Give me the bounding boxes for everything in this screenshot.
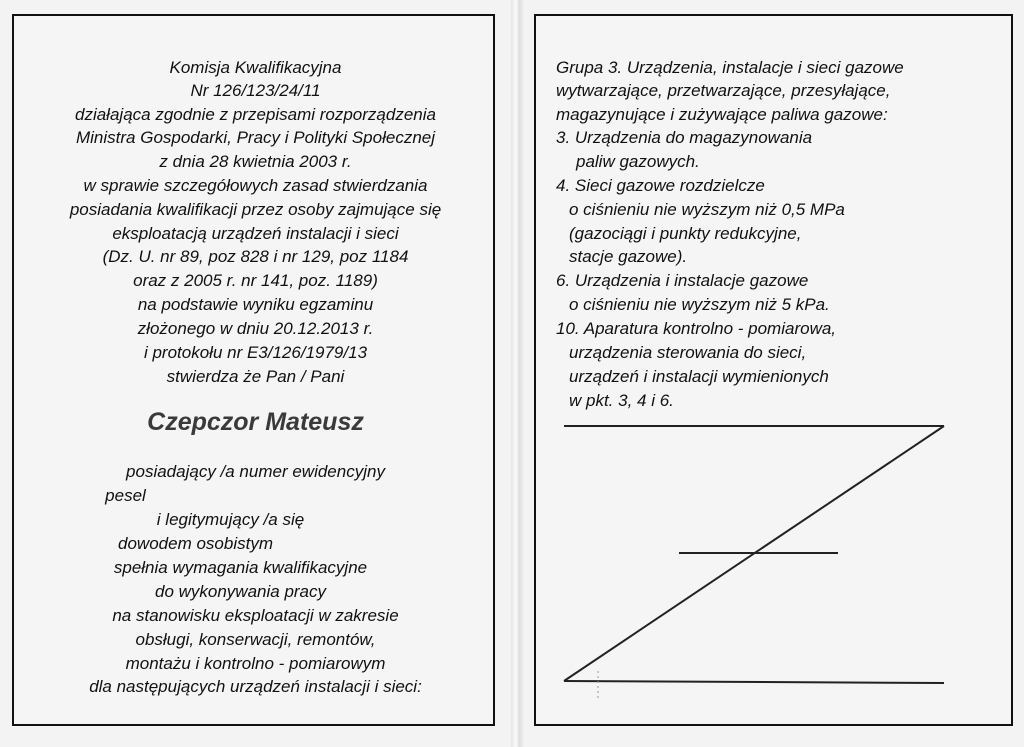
protocol-line: i protokołu nr E3/126/1979/13 [143, 343, 368, 362]
list-item: 10. Aparatura kontrolno - pomiarowa, [556, 319, 837, 338]
exam-date-line: złożonego w dniu 20.12.2013 r. [137, 319, 374, 338]
text-line: na podstawie wyniku egzaminu [137, 295, 374, 314]
text-line: wytwarzające, przetwarzające, przesyłające, [556, 81, 891, 100]
text-line: spełnia wymagania kwalifikacyjne [113, 558, 368, 577]
commission-title: Komisja Kwalifikacyjna [169, 58, 342, 77]
text-line: urządzeń i instalacji wymienionych [569, 367, 829, 386]
group-heading: Grupa 3. Urządzenia, instalacje i sieci gazowe [556, 58, 904, 77]
text-line: posiadania kwalifikacji przez osoby zajmujące się [69, 200, 442, 219]
text-line: o ciśnieniu nie wyższym niż 5 kPa. [569, 295, 830, 314]
list-item: 3. Urządzenia do magazynowania [556, 128, 813, 147]
text-line: montażu i kontrolno - pomiarowym [125, 654, 386, 673]
text-line: i legitymujący /a się [156, 510, 305, 529]
pesel-label: pesel [105, 486, 146, 505]
text-line: o ciśnieniu nie wyższym niż 0,5 MPa [569, 200, 845, 219]
text-line: stwierdza że Pan / Pani [166, 367, 345, 386]
text-line: dowodem osobistym [118, 534, 273, 553]
list-item: 4. Sieci gazowe rozdzielcze [556, 176, 765, 195]
text-line: Ministra Gospodarki, Pracy i Polityki Społecznej [75, 128, 436, 147]
commission-number: Nr 126/123/24/11 [190, 81, 321, 100]
text-line: (gazociągi i punkty redukcyjne, [569, 224, 802, 243]
text-line: stacje gazowe). [569, 247, 688, 266]
holder-name: Czepczor Mateusz [147, 408, 364, 436]
text-line: urządzenia sterowania do sieci, [569, 343, 807, 362]
text-line: magazynujące i zużywające paliwa gazowe: [556, 105, 888, 124]
text-line: obsługi, konserwacji, remontów, [135, 630, 376, 649]
text-line: do wykonywania pracy [154, 582, 327, 601]
text-line: z dnia 28 kwietnia 2003 r. [159, 152, 352, 171]
left-page [12, 14, 495, 726]
text-line: eksploatacją urządzeń instalacji i sieci [112, 224, 399, 243]
z-cancellation-mark [536, 16, 1015, 728]
text-line: (Dz. U. nr 89, poz 828 i nr 129, poz 1184 [102, 247, 409, 266]
text-line: dla następujących urządzeń instalacji i sieci: [89, 677, 422, 696]
text-line: w sprawie szczegółowych zasad stwierdzania [83, 176, 428, 195]
text-line: posiadający /a numer ewidencyjny [126, 462, 385, 481]
list-item: 6. Urządzenia i instalacje gazowe [556, 271, 809, 290]
text-line: paliw gazowych. [576, 152, 700, 171]
text-line: w pkt. 3, 4 i 6. [569, 391, 674, 410]
text-line: na stanowisku eksploatacji w zakresie [112, 606, 399, 625]
right-page [534, 14, 1013, 726]
text-line: oraz z 2005 r. nr 141, poz. 1189) [133, 271, 378, 290]
page-fold [511, 0, 525, 747]
text-line: działająca zgodnie z przepisami rozporządzenia [75, 105, 436, 124]
